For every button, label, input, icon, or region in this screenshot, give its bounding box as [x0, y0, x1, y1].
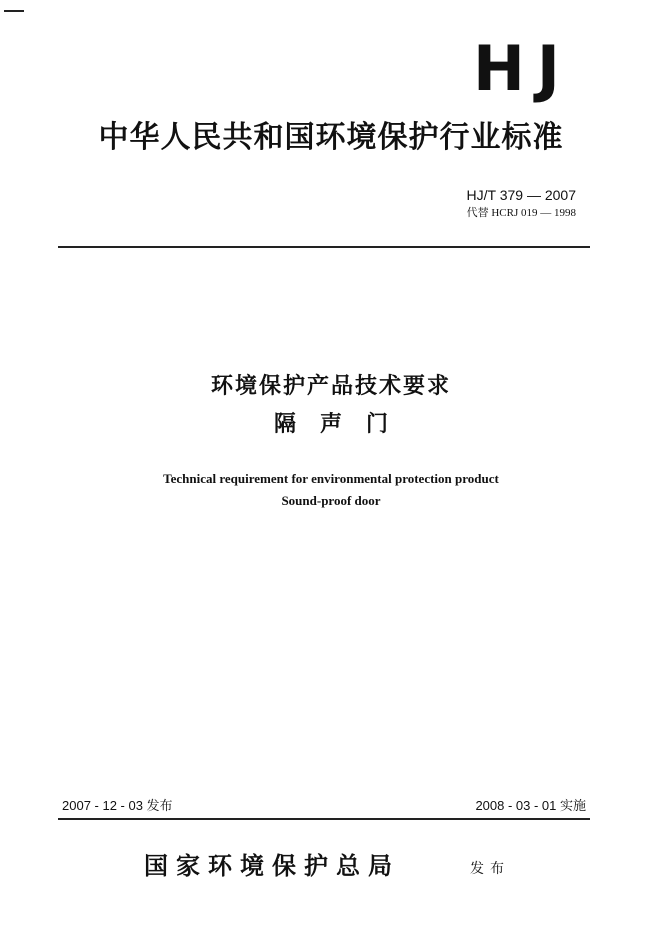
- scan-corner-mark: [4, 10, 24, 12]
- standard-number: HJ/T 379 — 2007: [466, 187, 576, 203]
- implementation-date: 2008 - 03 - 01 实施: [475, 798, 586, 813]
- chinese-title-line-2: 隔声门: [273, 412, 412, 437]
- english-title-line-1: Technical requirement for environmental protection product: [163, 471, 499, 486]
- replaces-standard: 代替 HCRJ 019 — 1998: [466, 207, 576, 219]
- publish-label: 发布: [470, 861, 510, 877]
- issue-date: 2007 - 12 - 03 发布: [62, 798, 173, 813]
- standard-category-title: 中华人民共和国环境保护行业标准: [98, 120, 564, 155]
- english-title-line-2: Sound-proof door: [281, 493, 381, 508]
- publisher-name: 国家环境保护总局: [144, 851, 400, 880]
- hj-logo: HJ: [473, 32, 572, 105]
- footer-divider: [58, 818, 590, 820]
- header-divider: [58, 246, 590, 248]
- chinese-title-line-1: 环境保护产品技术要求: [210, 374, 451, 399]
